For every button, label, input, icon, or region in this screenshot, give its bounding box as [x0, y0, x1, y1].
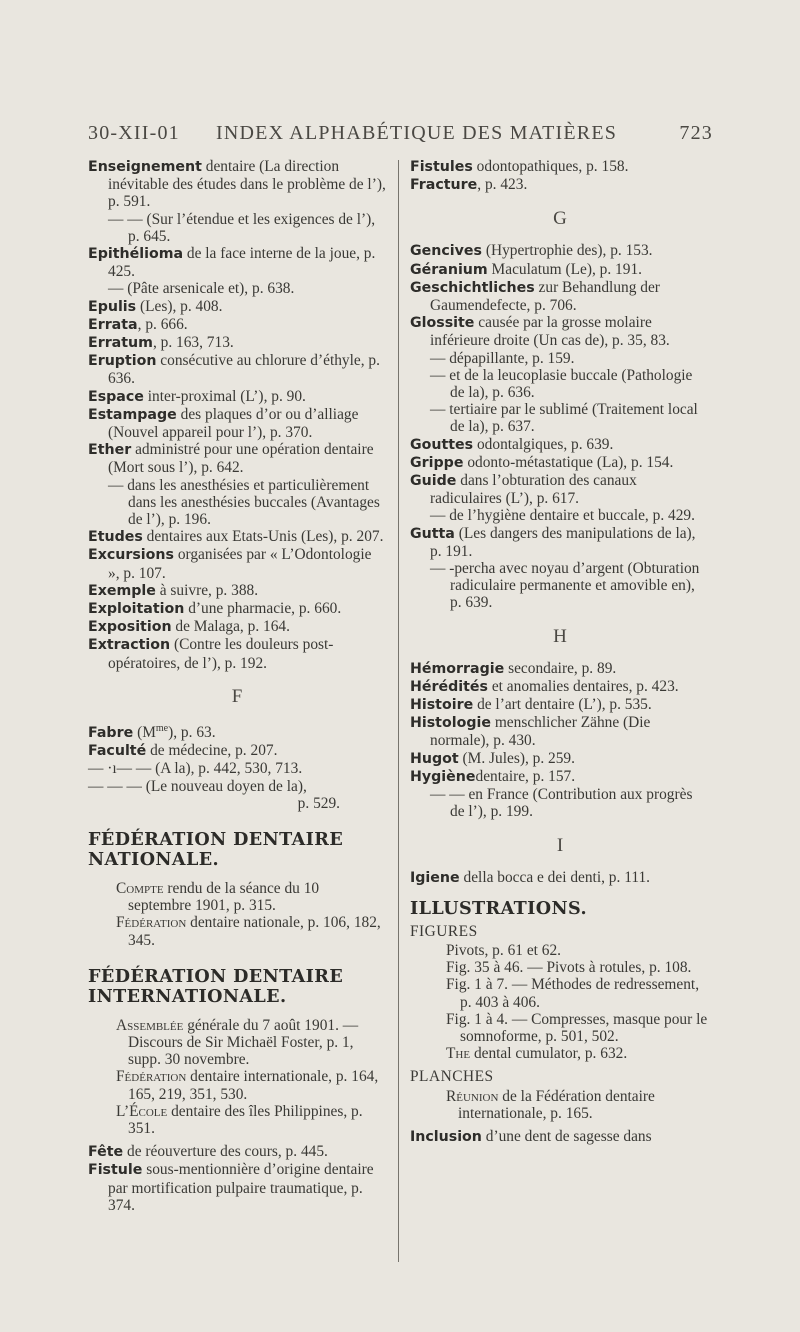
small-caps-lead: Réunion: [446, 1087, 499, 1105]
entry-text: causée par la grosse molaire inférieure droite (Un cas de), p. 35, 83.: [430, 314, 670, 350]
index-entry: [410, 525, 710, 560]
letter-heading-f: F: [231, 685, 243, 707]
sub-entry: — dans les anesthésies et particulièrement dans les anesthésies buccales (Avantages de l’), p. 196.: [108, 476, 380, 529]
section-paragraph: [88, 1068, 386, 1102]
entry-term: Guide: [410, 473, 457, 490]
index-entry: [410, 454, 710, 472]
index-entry: [410, 714, 710, 749]
entry-term: Inclusion: [410, 1128, 482, 1145]
index-entry: [410, 750, 710, 768]
entry-term: Hygiène: [410, 768, 476, 785]
entry-term: Exemple: [88, 582, 156, 599]
entry-text: zur Behandlung der Gaumendefecte, p. 706.: [430, 278, 660, 315]
entry-text: à suivre, p. 388.: [159, 581, 259, 599]
superscript: me: [155, 722, 169, 734]
entry-text: inter-proximal (L’), p. 90.: [147, 387, 306, 405]
letter-heading-h: H: [553, 625, 567, 647]
left-column: [88, 158, 386, 1214]
sub-entry: — de l’hygiène dentaire et buccale, p. 429.: [430, 507, 695, 525]
small-caps-lead: Compte: [116, 880, 164, 898]
index-entry: [88, 158, 386, 211]
entry-text: , p. 423.: [477, 176, 528, 194]
index-entry: [410, 660, 710, 678]
index-entry: [410, 869, 710, 887]
index-entry: [88, 546, 386, 581]
small-caps-lead: Assemblée: [116, 1016, 184, 1034]
index-entry: [88, 388, 386, 406]
small-caps-lead: The: [446, 1045, 471, 1063]
entry-term: Faculté: [88, 743, 147, 760]
index-entry: [410, 176, 710, 194]
entry-term: Hérédités: [410, 678, 488, 695]
entry-text: de médecine, p. 207.: [150, 742, 278, 760]
entry-text: et anomalies dentaires, p. 423.: [491, 677, 679, 695]
entry-term: Géranium: [410, 261, 488, 278]
sub-entry: — dépapillante, p. 159.: [430, 349, 575, 367]
index-entry: [410, 279, 710, 314]
index-entry: [88, 406, 386, 441]
plate-item: [410, 1088, 710, 1122]
entry-term: Epithélioma: [88, 246, 184, 263]
entry-text: odonto-métastatique (La), p. 154.: [467, 453, 674, 471]
entry-text: de Malaga, p. 164.: [175, 618, 290, 636]
index-entry: [88, 352, 386, 387]
column-divider: [398, 160, 399, 1262]
index-entry: [410, 1128, 710, 1146]
entry-term: Fistule: [88, 1162, 143, 1179]
index-entry: [88, 618, 386, 636]
entry-text: de la face interne de la joue, p. 425.: [108, 245, 376, 281]
figure-item: Fig. 1 à 7. — Méthodes de redressement, p. 403 à 406.: [446, 976, 700, 1011]
index-entry: [88, 636, 386, 671]
entry-text: de réouverture des cours, p. 445.: [127, 1143, 328, 1161]
section-heading-illustrations: ILLUSTRATIONS.: [410, 897, 587, 919]
entry-term: Etudes: [88, 529, 143, 546]
figure-text: dental cumulator, p. 632.: [473, 1045, 628, 1063]
entry-text: dans l’obturation des canaux radiculaires (L’), p. 617.: [430, 472, 637, 508]
entry-term: Igiene: [410, 869, 460, 886]
index-entry: [88, 334, 386, 352]
entry-text: (Hypertrophie des), p. 153.: [485, 242, 653, 260]
entry-term: Erratum: [88, 335, 153, 352]
entry-term: Fête: [88, 1144, 124, 1161]
paragraph-text: dentaire des îles Philippines, p. 351.: [128, 1102, 363, 1138]
entry-text: d’une pharmacie, p. 660.: [188, 600, 342, 618]
running-head: [88, 122, 713, 148]
section-paragraph: [88, 1103, 386, 1137]
small-caps-lead: L’École: [116, 1102, 168, 1120]
entry-term: Grippe: [410, 454, 464, 471]
section-paragraph: [88, 880, 386, 914]
letter-heading-i: I: [556, 834, 564, 856]
figure-item: Fig. 1 à 4. — Compresses, masque pour le somnoforme, p. 501, 502.: [446, 1010, 708, 1045]
entry-text: (M: [137, 724, 156, 742]
index-entry: [410, 436, 710, 454]
entry-term: Gencives: [410, 243, 482, 260]
entry-term: Glossite: [410, 315, 475, 332]
entry-text: della bocca e dei denti, p. 111.: [463, 868, 650, 886]
entry-term: Fracture: [410, 177, 478, 194]
entry-text: de l’art dentaire (L’), p. 535.: [477, 696, 652, 714]
entry-term: Fistules: [410, 159, 473, 175]
section-paragraph: [88, 914, 386, 948]
section-paragraph: [88, 1017, 386, 1069]
sub-entry: — — — (Le nouveau doyen de la),: [88, 777, 307, 795]
entry-term: Errata: [88, 316, 138, 333]
index-entry: [88, 1161, 386, 1214]
entry-text: dentaire, p. 157.: [475, 767, 576, 785]
entry-text: menschlicher Zähne (Die normale), p. 430.: [430, 714, 651, 750]
entry-term: Fabre: [88, 725, 134, 742]
index-entry: [410, 768, 710, 786]
index-entry: [88, 582, 386, 600]
entry-text: (M. Jules), p. 259.: [462, 749, 575, 767]
paragraph-text: générale du 7 août 1901. — Discours de Sir Michaël Foster, p. 1, supp. 30 novembre.: [128, 1016, 359, 1069]
figure-item: Pivots, p. 61 et 62.: [446, 941, 562, 959]
entry-term: Gutta: [410, 525, 455, 542]
entry-term: Exposition: [88, 619, 172, 636]
entry-term: Geschichtliches: [410, 279, 535, 296]
index-entry: [88, 298, 386, 316]
index-entry: [88, 528, 386, 546]
entry-term: Extraction: [88, 637, 171, 654]
entry-text: dentaires aux Etats-Unis (Les), p. 207.: [146, 528, 384, 546]
subsection-label-figures: FIGURES: [410, 922, 478, 940]
entry-text: odontopathiques, p. 158.: [476, 158, 629, 175]
entry-term: Exploitation: [88, 601, 185, 618]
index-entry: [410, 158, 710, 176]
entry-term: Hémorragie: [410, 660, 505, 677]
entry-text: dentaire (La direction inévitable des études dans le problème de l’), p. 591.: [108, 158, 386, 211]
small-caps-lead: Fédération: [116, 914, 187, 932]
entry-text: des plaques d’or ou d’alliage (Nouvel appareil pour l’), p. 370.: [108, 405, 359, 442]
entry-term: Gouttes: [410, 436, 474, 453]
figure-item: Fig. 35 à 46. — Pivots à rotules, p. 108.: [446, 959, 692, 977]
sub-entry: — — (Sur l’étendue et les exigences de l’), p. 645.: [108, 210, 376, 245]
figure-item: [410, 1045, 710, 1062]
sub-entry-tail: p. 529.: [297, 794, 340, 812]
entry-term: Histoire: [410, 697, 474, 714]
entry-term: Estampage: [88, 406, 177, 423]
plate-text: de la Fédération dentaire internationale, p. 165.: [458, 1087, 655, 1122]
section-heading-fdn: FÉDÉRATION DENTAIRE NATIONALE.: [88, 829, 344, 871]
paragraph-text: dentaire nationale, p. 106, 182, 345.: [128, 914, 381, 949]
right-column: [410, 158, 710, 1146]
paragraph-text: dentaire internationale, p. 164, 165, 219, 351, 530.: [128, 1068, 379, 1103]
index-entry: [88, 720, 386, 742]
index-entry: [88, 600, 386, 618]
index-entry: [410, 472, 710, 507]
sub-entry: — (Pâte arsenicale et), p. 638.: [108, 280, 295, 298]
letter-heading-g: G: [553, 208, 567, 230]
sub-entry: — -percha avec noyau d’argent (Obturation radiculaire permanente et amovible en), p. 639.: [430, 560, 700, 612]
entry-text: (Les dangers des manipulations de la), p. 191.: [430, 524, 696, 560]
sub-entry: — tertiaire par le sublimé (Traitement local de la), p. 637.: [430, 401, 698, 436]
running-title: INDEX ALPHABÉTIQUE DES MATIÈRES: [216, 122, 618, 144]
entry-text: , p. 163, 713.: [152, 334, 234, 352]
section-heading-fdi: FÉDÉRATION DENTAIRE INTERNATIONALE.: [88, 965, 344, 1007]
entry-text: d’une dent de sagesse dans: [485, 1127, 652, 1145]
entry-text: (Les), p. 408.: [139, 297, 223, 315]
index-entry: [410, 242, 710, 260]
index-entry: [410, 314, 710, 349]
entry-term: Ether: [88, 442, 132, 459]
index-entry: [88, 742, 386, 760]
subsection-label-planches: PLANCHES: [410, 1068, 494, 1086]
index-entry: [410, 678, 710, 696]
index-entry: [88, 441, 386, 476]
entry-text: sous-mentionnière d’origine dentaire par mortification pulpaire traumatique, p. 374.: [108, 1161, 374, 1214]
sub-entry: — ·ı— — (A la), p. 442, 530, 713.: [88, 760, 303, 778]
entry-text: Maculatum (Le), p. 191.: [491, 260, 642, 278]
entry-term: Enseignement: [88, 159, 202, 175]
entry-term: Espace: [88, 388, 144, 405]
small-caps-lead: Fédération: [116, 1068, 187, 1086]
index-entry: [410, 696, 710, 714]
index-entry: [410, 261, 710, 279]
sub-entry: — et de la leucoplasie buccale (Pathologie de la), p. 636.: [430, 366, 693, 402]
entry-text: organisées par « L’Odontologie », p. 107.: [108, 546, 372, 582]
entry-text: (Contre les douleurs post-opératoires, de l’), p. 192.: [108, 636, 334, 672]
entry-term: Hugot: [410, 750, 459, 767]
issue-date: 30-XII-01: [88, 122, 180, 144]
index-entry: [88, 316, 386, 334]
index-entry: [88, 1143, 386, 1161]
index-entry: [88, 245, 386, 280]
entry-text: ), p. 63.: [168, 724, 216, 742]
entry-term: Eruption: [88, 353, 157, 370]
entry-text: odontalgiques, p. 639.: [476, 435, 614, 453]
paragraph-text: rendu de la séance du 10 septembre 1901, p. 315.: [128, 880, 320, 915]
entry-term: Epulis: [88, 298, 137, 315]
entry-text: consécutive au chlorure d’éthyle, p. 636.: [108, 352, 380, 388]
entry-text: secondaire, p. 89.: [508, 659, 617, 677]
entry-term: Excursions: [88, 547, 174, 564]
sub-entry: — — en France (Contribution aux progrès de l’), p. 199.: [430, 786, 693, 821]
entry-text: , p. 666.: [137, 315, 188, 333]
entry-term: Histologie: [410, 715, 491, 732]
entry-text: administré pour une opération dentaire (Mort sous l’), p. 642.: [108, 441, 374, 477]
page-number: 723: [679, 122, 713, 144]
